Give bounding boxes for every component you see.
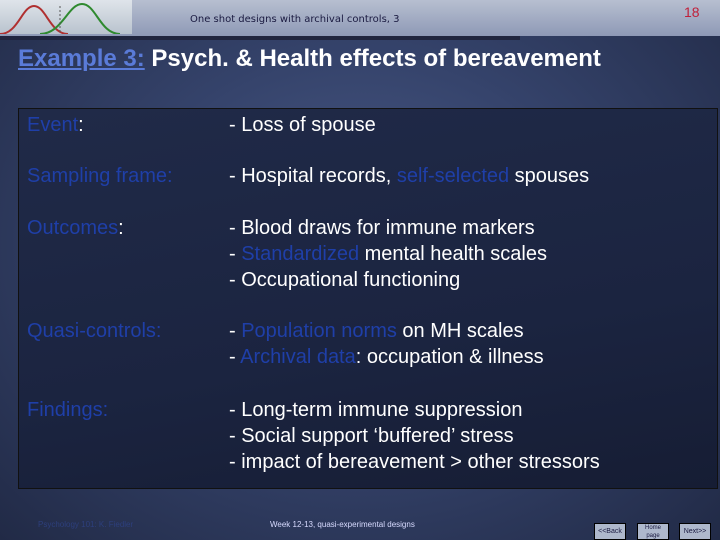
value-quasi-controls (229, 318, 544, 370)
outcome-line-2-rest: mental health scales (359, 243, 547, 265)
label-event-text: Event (27, 114, 79, 136)
label-findings-text: Findings: (27, 399, 109, 421)
outcome-line-2-highlight: Standardized (241, 243, 360, 265)
value-event-text: - Loss of spouse (229, 114, 376, 136)
label-outcomes (27, 217, 124, 240)
quasi-line-1 (229, 318, 544, 344)
quasi-line-2 (229, 344, 544, 370)
quasi-line-2-highlight: Archival data (240, 346, 356, 368)
outcome-line-3: - Occupational functioning (229, 269, 461, 291)
label-sampling-frame (27, 165, 173, 188)
value-outcomes (229, 215, 547, 293)
finding-line-2: - Social support ‘buffered’ stress (229, 425, 514, 447)
value-sampling-part2: spouses (509, 165, 590, 187)
slide-subtitle: One shot designs with archival controls, 3 (190, 14, 400, 25)
footer-topic: Week 12-13, quasi-experimental designs (270, 520, 415, 529)
label-outcomes-colon: : (118, 217, 124, 239)
finding-line-3: - impact of bereavement > other stressors (229, 451, 600, 473)
home-page-button[interactable]: Home page (637, 523, 669, 540)
label-outcomes-text: Outcomes (27, 217, 119, 239)
course-logo (0, 0, 132, 34)
label-quasi-controls (27, 320, 162, 343)
value-event (229, 112, 376, 138)
value-sampling-highlight: self-selected (396, 165, 510, 187)
back-button[interactable]: <<Back (594, 523, 626, 540)
slide-title (18, 45, 601, 73)
outcome-line-2 (229, 241, 547, 267)
quasi-line-1-highlight: Population norms (241, 320, 397, 342)
value-sampling-frame (229, 163, 589, 189)
header-rule (0, 36, 520, 40)
next-button[interactable]: Next>> (679, 523, 711, 540)
label-sampling-frame-text: Sampling frame: (27, 165, 173, 187)
quasi-line-1-dash: - (229, 320, 242, 342)
value-findings (229, 397, 600, 475)
footer-course: Psychology 101: K. Fiedler (38, 520, 134, 529)
label-quasi-controls-text: Quasi-controls: (27, 320, 162, 342)
finding-line-1: - Long-term immune suppression (229, 399, 523, 421)
slide-number: 18 (684, 4, 700, 20)
value-sampling-part1: - Hospital records, (229, 165, 397, 187)
outcome-line-2-dash: - (229, 243, 242, 265)
label-event (27, 114, 84, 137)
quasi-line-2-rest: : occupation & illness (355, 346, 544, 368)
label-event-colon: : (78, 114, 84, 136)
quasi-line-2-dash: - (229, 346, 241, 368)
title-example-label: Example 3: (18, 45, 145, 72)
title-text: Psych. & Health effects of bereavement (144, 45, 601, 72)
label-findings (27, 399, 108, 422)
quasi-line-1-rest: on MH scales (396, 320, 524, 342)
outcome-line-1: - Blood draws for immune markers (229, 217, 535, 239)
content-panel (18, 108, 718, 489)
